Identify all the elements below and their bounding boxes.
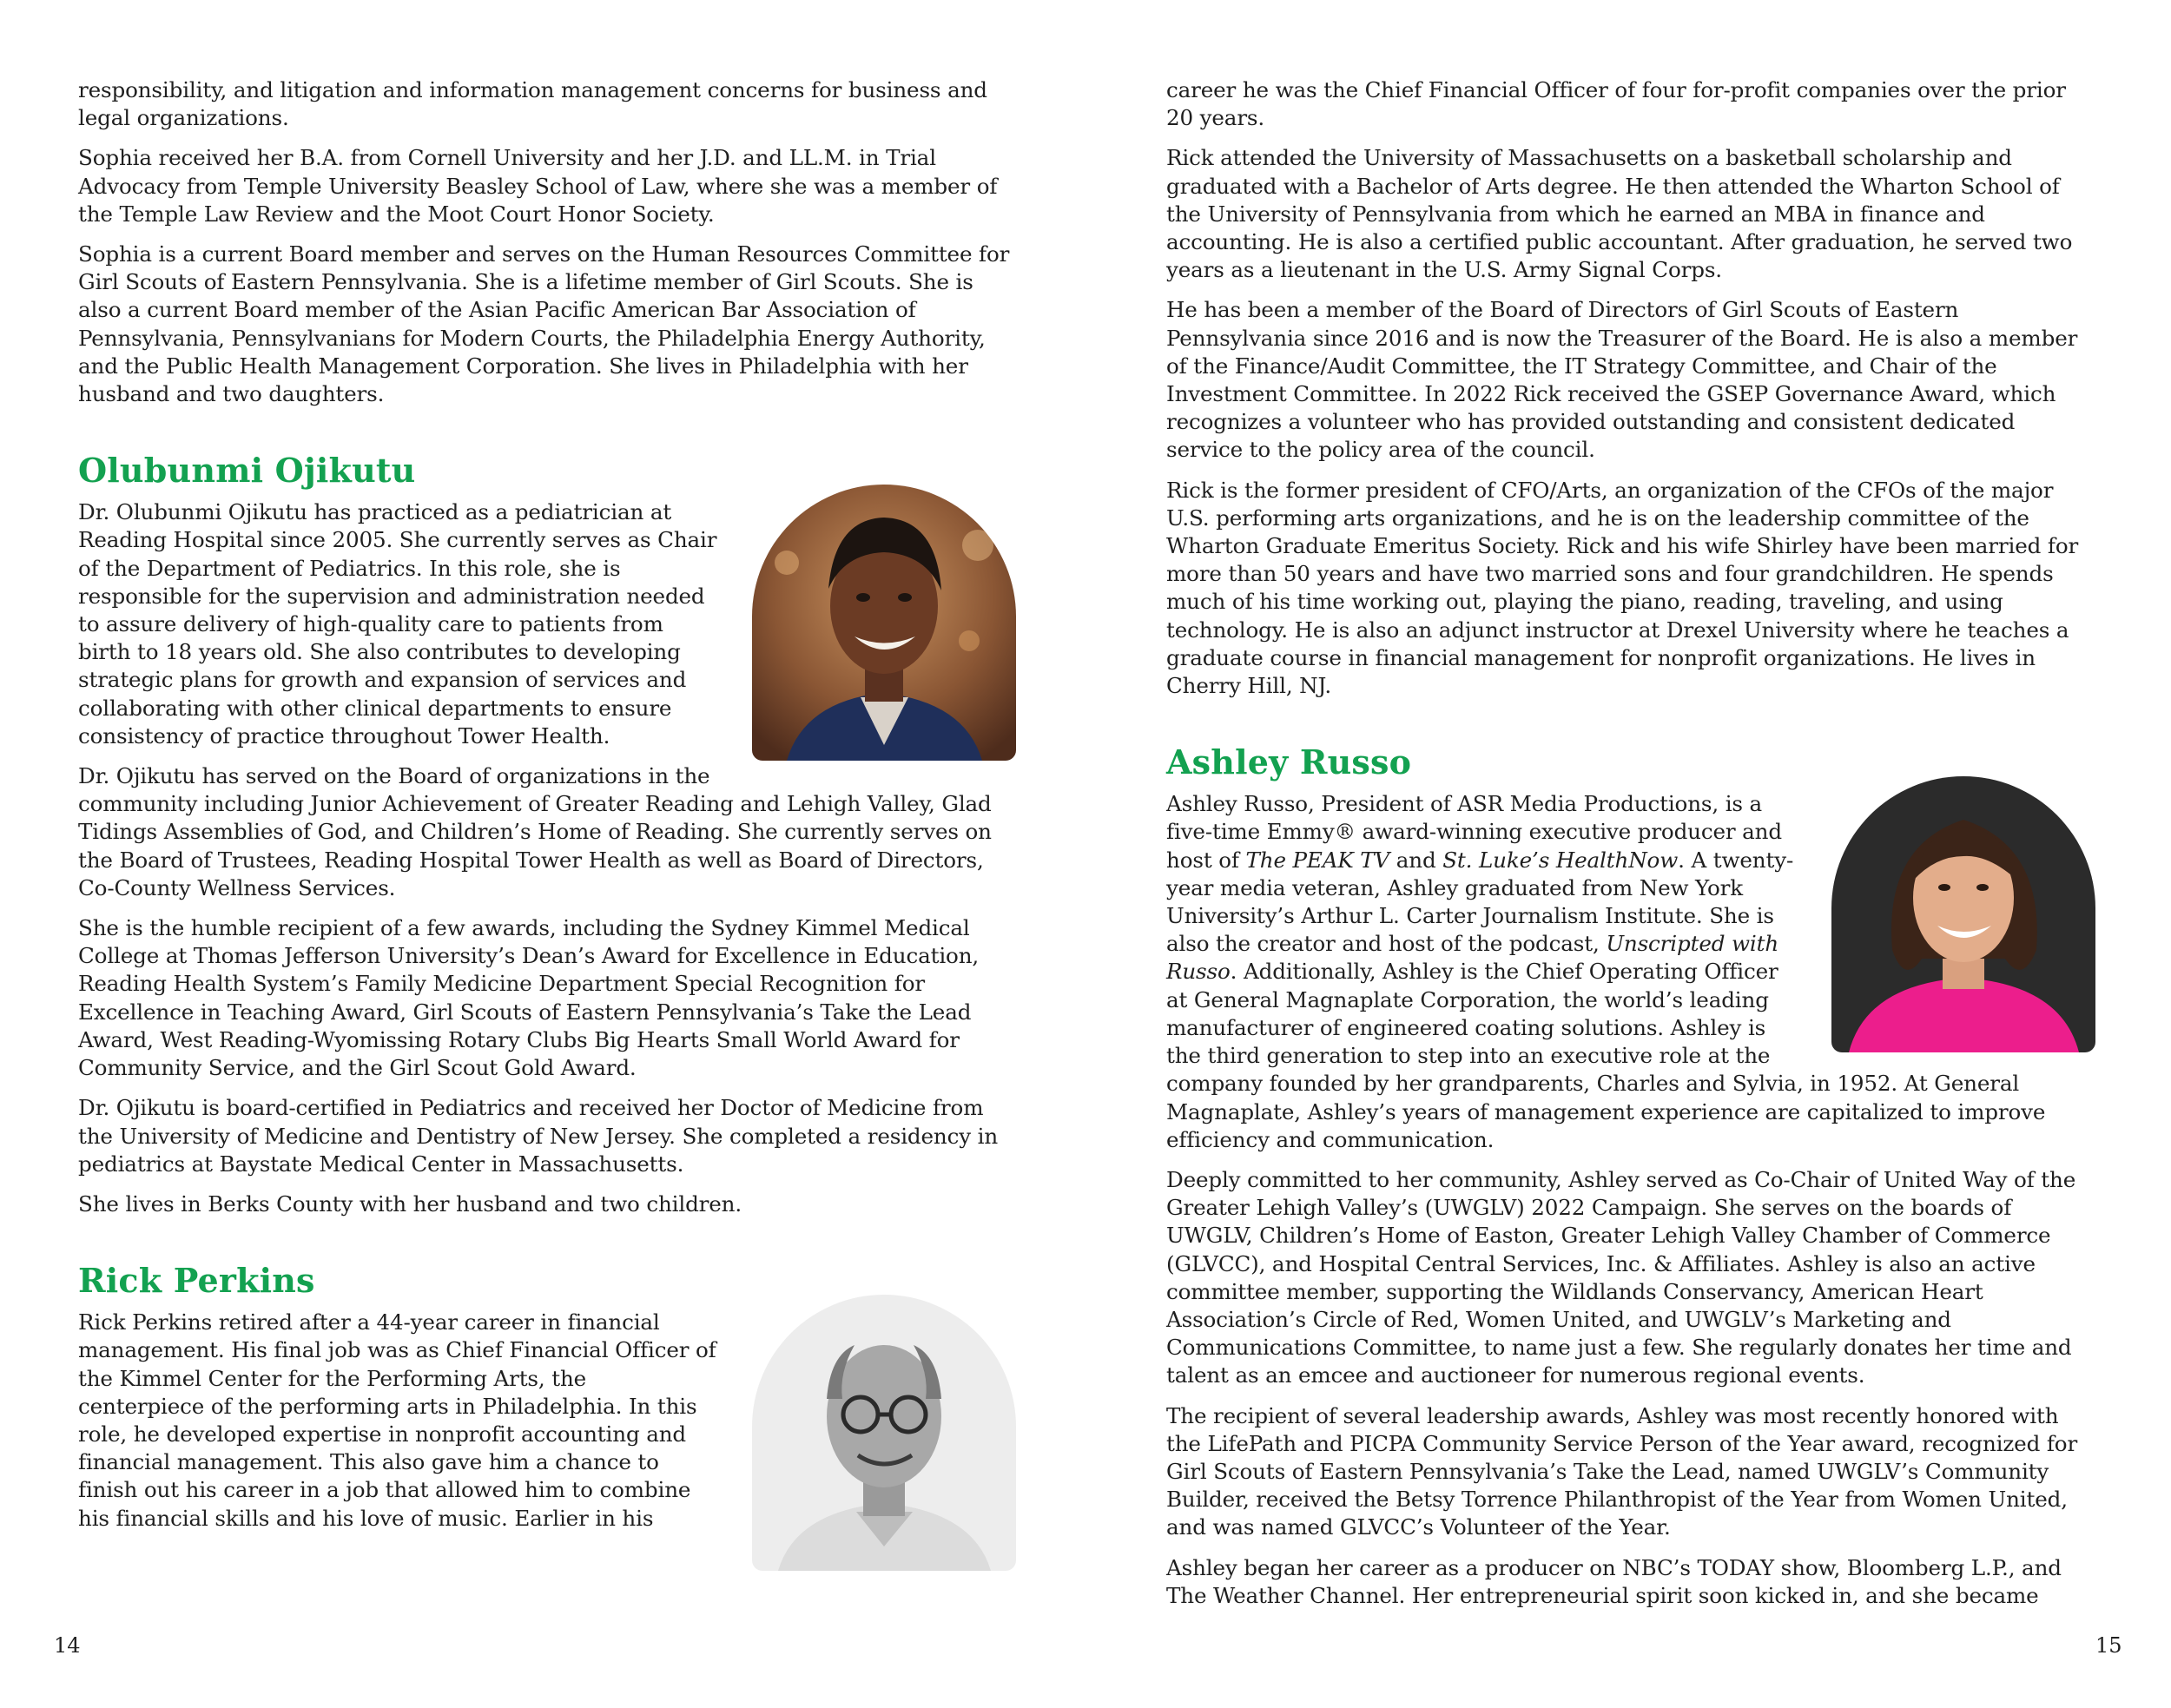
perkins-bio-paragraph: Rick Perkins retired after a 44-year career in financial management. His final job was as Chief Financial Officer of the Kimmel Center for the Performing Arts, the centerpiece of the performing arts in Philadelphia. In this role, he developed expertise in nonprofit accounting and financial management. This also gave him a chance to finish out his career in a job that allowed him to combine his financial skills and his love of music. Earlier in his bbox=[78, 1309, 716, 1531]
page-number-right: 15 bbox=[2095, 1633, 2122, 1658]
russo-bio-paragraph: The recipient of several leadership awards, Ashley was most recently honored with the LifePath and PICPA Community Service Person of the Year award, recognized for Girl Scouts of Eastern Pennsylvania’s Take the Lead, named UWGLV’s Community Builder, received the Betsy Torrence Philanthropist of the Year from Women United, and was named GLVCC’s Volunteer of the Year. bbox=[1166, 1402, 2078, 1540]
ojikutu-bio-paragraph: She is the humble recipient of a few awards, including the Sydney Kimmel Medical College at Thomas Jefferson University’s Dean’s Award for Excellence in Education, Reading Health System’s Family Medicine Department Special Recognition for Excellence in Teaching Award, Girl Scouts of Eastern Pennsylvania’s Take the Lead Award, West Reading-Wyomissing Rotary Clubs Big Hearts Small World Award for Community Service, and the Girl Scout Gold Award. bbox=[78, 915, 980, 1081]
russo-name-heading: Ashley Russo bbox=[1166, 742, 1412, 782]
perkins-section bbox=[78, 1260, 1016, 1533]
perkins-name-heading: Rick Perkins bbox=[78, 1261, 315, 1301]
perkins-continued-paragraph: career he was the Chief Financial Officer of four for-profit companies over the prior 20 years. bbox=[1166, 77, 2066, 131]
left-page-column bbox=[78, 76, 1016, 1579]
ojikutu-bio-paragraph: Dr. Ojikutu has served on the Board of organizations in the community including Junior Achievement of Greater Reading and Lehigh Valley, Glad Tidings Assemblies of God, and Children’s Home of Reading. She currently serves on the Board of Trustees, Reading Hospital Tower Health as well as Board of Directors, Co-County Wellness Services. bbox=[78, 763, 992, 900]
ojikutu-bio-paragraph: Dr. Olubunmi Ojikutu has practiced as a pediatrician at Reading Hospital since 2005. She currently serves as Chair of the Department of Pediatrics. In this role, she is responsible for the supervision and administration needed to assure delivery of high-quality care to patients from birth to 18 years old. She also contributes to developing strategic plans for growth and expansion of services and collaborating with other clinical departments to ensure consistency of practice throughout Tower Health. bbox=[78, 499, 717, 748]
perkins-continued-paragraph: He has been a member of the Board of Directors of Girl Scouts of Eastern Pennsylvania since 2016 and is now the Treasurer of the Board. He is also a member of the Finance/Audit Committee, the IT Strategy Committee, and Chair of the Investment Committee. In 2022 Rick received the GSEP Governance Award, which recognizes a volunteer who has provided outstanding and consistent dedicated service to the policy area of the council. bbox=[1166, 297, 2078, 463]
right-page-column bbox=[1166, 76, 2095, 1622]
ojikutu-portrait-photo bbox=[752, 485, 1016, 761]
intro-paragraph: Sophia received her B.A. from Cornell University and her J.D. and LL.M. in Trial Advocacy from Temple University Beasley School of Law, where she was a member of the Temple Law Review and the Moot Court Honor Society. bbox=[78, 145, 998, 227]
intro-paragraph: responsibility, and litigation and information management concerns for business and legal organizations. bbox=[78, 77, 987, 131]
russo-bio-paragraph: Ashley began her career as a producer on NBC’s TODAY show, Bloomberg L.P., and The Weather Channel. Her entrepreneurial spirit soon kicked in, and she became bbox=[1166, 1554, 2062, 1608]
perkins-continued-paragraph: Rick attended the University of Massachusetts on a basketball scholarship and graduated with a Bachelor of Arts degree. He then attended the Wharton School of the University of Pennsylvania from which he earned an MBA in finance and accounting. He is also a certified public accountant. After graduation, he served two years as a lieutenant in the U.S. Army Signal Corps. bbox=[1166, 145, 2073, 283]
russo-section bbox=[1166, 742, 2095, 1610]
ojikutu-bio-paragraph: Dr. Ojikutu is board-certified in Pediatrics and received her Doctor of Medicine from the University of Medicine and Dentistry of New Jersey. She completed a residency in pediatrics at Baystate Medical Center in Massachusetts. bbox=[78, 1095, 999, 1177]
ojikutu-name-heading: Olubunmi Ojikutu bbox=[78, 451, 416, 491]
russo-bio-text: . A twenty-year media veteran, Ashley graduated from New York University’s Arthur L. Carter Journalism Institute. She is also the creator and host of the podcast, bbox=[1166, 847, 1794, 957]
russo-bio-text: Ashley Russo, President of ASR Media Productions, is a five-time Emmy® award-winning executive producer and host of bbox=[1166, 791, 1782, 873]
perkins-continued-paragraph: Rick is the former president of CFO/Arts, an organization of the CFOs of the major U.S. performing arts organizations, and he is on the leadership committee of the Wharton Graduate Emeritus Society. Rick and his wife Shirley have been married for more than 50 years and have two married sons and four grandchildren. He spends much of his time working out, playing the piano, reading, traveling, and using technology. He is also an adjunct instructor at Drexel University where he teaches a graduate course in financial management for nonprofit organizations. He lives in Cherry Hill, NJ. bbox=[1166, 477, 2079, 699]
page-number-left: 14 bbox=[54, 1633, 81, 1658]
podcast-title: Unscripted with Russo bbox=[1166, 931, 1779, 985]
show-title-healthnow: St. Luke’s HealthNow bbox=[1442, 847, 1679, 873]
russo-portrait-photo bbox=[1831, 776, 2095, 1052]
russo-bio-paragraph: Deeply committed to her community, Ashley served as Co-Chair of United Way of the Greater Lehigh Valley’s (UWGLV) 2022 Campaign. She serves on the boards of UWGLV, Children’s Home of Easton, Greater Lehigh Valley Chamber of Commerce (GLVCC), and Hospital Central Services, Inc. & Affiliates. Ashley is also an active committee member, supporting the Wildlands Conservancy, American Heart Association’s Circle of Red, Women United, and UWGLV’s Marketing and Communications Committee, to name just a few. She regularly donates her time and talent as an emcee and auctioneer for numerous regional events. bbox=[1166, 1166, 2076, 1388]
perkins-portrait-photo bbox=[752, 1295, 1016, 1571]
intro-paragraph: Sophia is a current Board member and serves on the Human Resources Committee for Girl Scouts of Eastern Pennsylvania. She is a lifetime member of Girl Scouts. She is also a current Board member of the Asian Pacific American Bar Association of Pennsylvania, Pennsylvanians for Modern Courts, the Philadelphia Energy Authority, and the Public Health Management Corporation. She lives in Philadelphia with her husband and two daughters. bbox=[78, 241, 1010, 407]
ojikutu-bio-paragraph: She lives in Berks County with her husband and two children. bbox=[78, 1190, 742, 1217]
ojikutu-section bbox=[78, 450, 1016, 1218]
show-title-peak-tv: The PEAK TV bbox=[1245, 847, 1390, 873]
russo-bio-text: and bbox=[1389, 847, 1443, 873]
russo-bio-text: . Additionally, Ashley is the Chief Operating Officer at General Magnaplate Corporation, the world’s leading manufacturer of engineered coating solutions. Ashley is the third generation to step into an executive role at the company founded by her grandparents, Charles and Sylvia, in 1952. At General Magnaplate, Ashley’s years of management experience are capitalized to improve efficiency and communication. bbox=[1166, 959, 2046, 1152]
